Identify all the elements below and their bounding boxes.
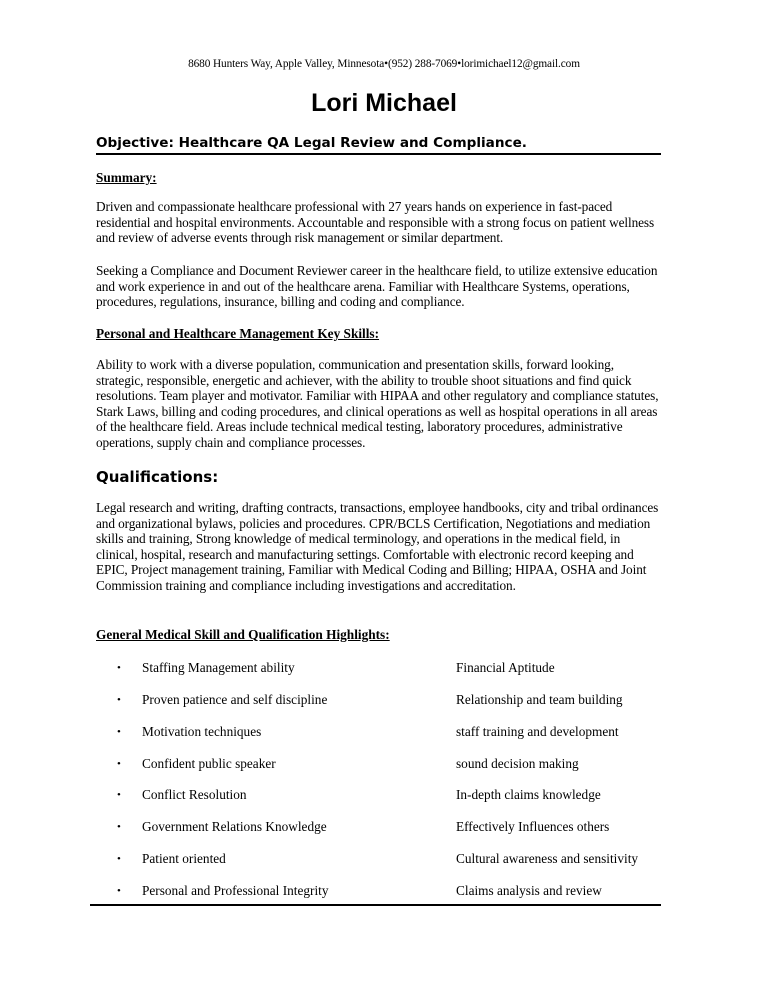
summary-paragraph-1: Driven and compassionate healthcare professional with 27 years hands on experience in fast-paced residential and hospital environments. Accountable and responsible with a strong focus on patient wellness and review of adverse events through risk management or similar department. <box>96 199 655 246</box>
bullet: • <box>117 758 121 770</box>
skill-left: Staffing Management ability <box>142 660 295 675</box>
list-item <box>0 691 768 709</box>
skill-right: In-depth claims knowledge <box>456 787 601 802</box>
skill-right: staff training and development <box>456 724 619 739</box>
list-item <box>0 882 768 900</box>
list-item <box>0 786 768 804</box>
list-item <box>0 850 768 868</box>
skill-left: Personal and Professional Integrity <box>142 883 329 898</box>
bullet: • <box>117 789 121 801</box>
highlights-heading: General Medical Skill and Qualification Highlights: <box>96 627 390 642</box>
bullet: • <box>117 694 121 706</box>
skill-right: Cultural awareness and sensitivity <box>456 851 639 866</box>
skill-left: Conflict Resolution <box>142 787 247 802</box>
list-item <box>0 755 768 773</box>
objective-line: Objective: Healthcare QA Legal Review and Compliance. <box>96 135 661 155</box>
bullet: • <box>117 853 121 865</box>
bullet: • <box>117 662 121 674</box>
contact-line: 8680 Hunters Way, Apple Valley, Minnesota•(952) 288-7069•lorimichael12@gmail.com <box>188 58 580 70</box>
list-item <box>0 818 768 836</box>
summary-paragraph-2: Seeking a Compliance and Document Reviewer career in the healthcare field, to utilize extensive education and work experience in and out of the healthcare arena. Familiar with Healthcare Systems, operations, procedures, regulations, insurance, billing and coding and compliance. <box>96 263 658 310</box>
skill-right: Claims analysis and review <box>456 883 602 898</box>
skill-left: Government Relations Knowledge <box>142 819 327 834</box>
list-item <box>0 659 768 677</box>
list-item <box>0 723 768 741</box>
key-skills-heading: Personal and Healthcare Management Key Skills: <box>96 326 380 341</box>
bullet: • <box>117 885 121 897</box>
skill-left: Motivation techniques <box>142 724 262 739</box>
skill-right: Effectively Influences others <box>456 819 610 834</box>
bullet: • <box>117 821 121 833</box>
bottom-divider <box>90 904 661 906</box>
skill-right: sound decision making <box>456 756 579 771</box>
summary-heading: Summary: <box>96 170 157 185</box>
qualifications-paragraph: Legal research and writing, drafting contracts, transactions, employee handbooks, city and tribal ordinances and organizational bylaws, policies and procedures. CPR/BCLS Certification, Negotiations and mediation skills and training, Strong knowledge of medical terminology, and operations in the medical field, in clinical, hospital, research and manufacturing settings. Comfortable with electronic record keeping and EPIC, Project management training, Familiar with Medical Coding and Billing; HIPAA, OSHA and Joint Commission training and compliance including investigations and accreditation. <box>96 500 659 593</box>
skill-left: Confident public speaker <box>142 756 276 771</box>
skill-left: Patient oriented <box>142 851 226 866</box>
candidate-name: Lori Michael <box>311 89 457 117</box>
skill-right: Relationship and team building <box>456 692 623 707</box>
qualifications-heading: Qualifications: <box>96 468 219 486</box>
skill-right: Financial Aptitude <box>456 660 555 675</box>
bullet: • <box>117 726 121 738</box>
key-skills-paragraph: Ability to work with a diverse population, communication and presentation skills, forward looking, strategic, responsible, energetic and achiever, with the ability to trouble shoot situations and find quick resolutions. Team player and motivator. Familiar with HIPAA and other regulatory and compliance statutes, Stark Laws, billing and coding procedures, and clinical operations as well as hospital operations in all areas of the healthcare field. Areas include technical medical testing, laboratory procedures, administrative operations, supply chain and compliance processes. <box>96 357 659 450</box>
skill-left: Proven patience and self discipline <box>142 692 328 707</box>
